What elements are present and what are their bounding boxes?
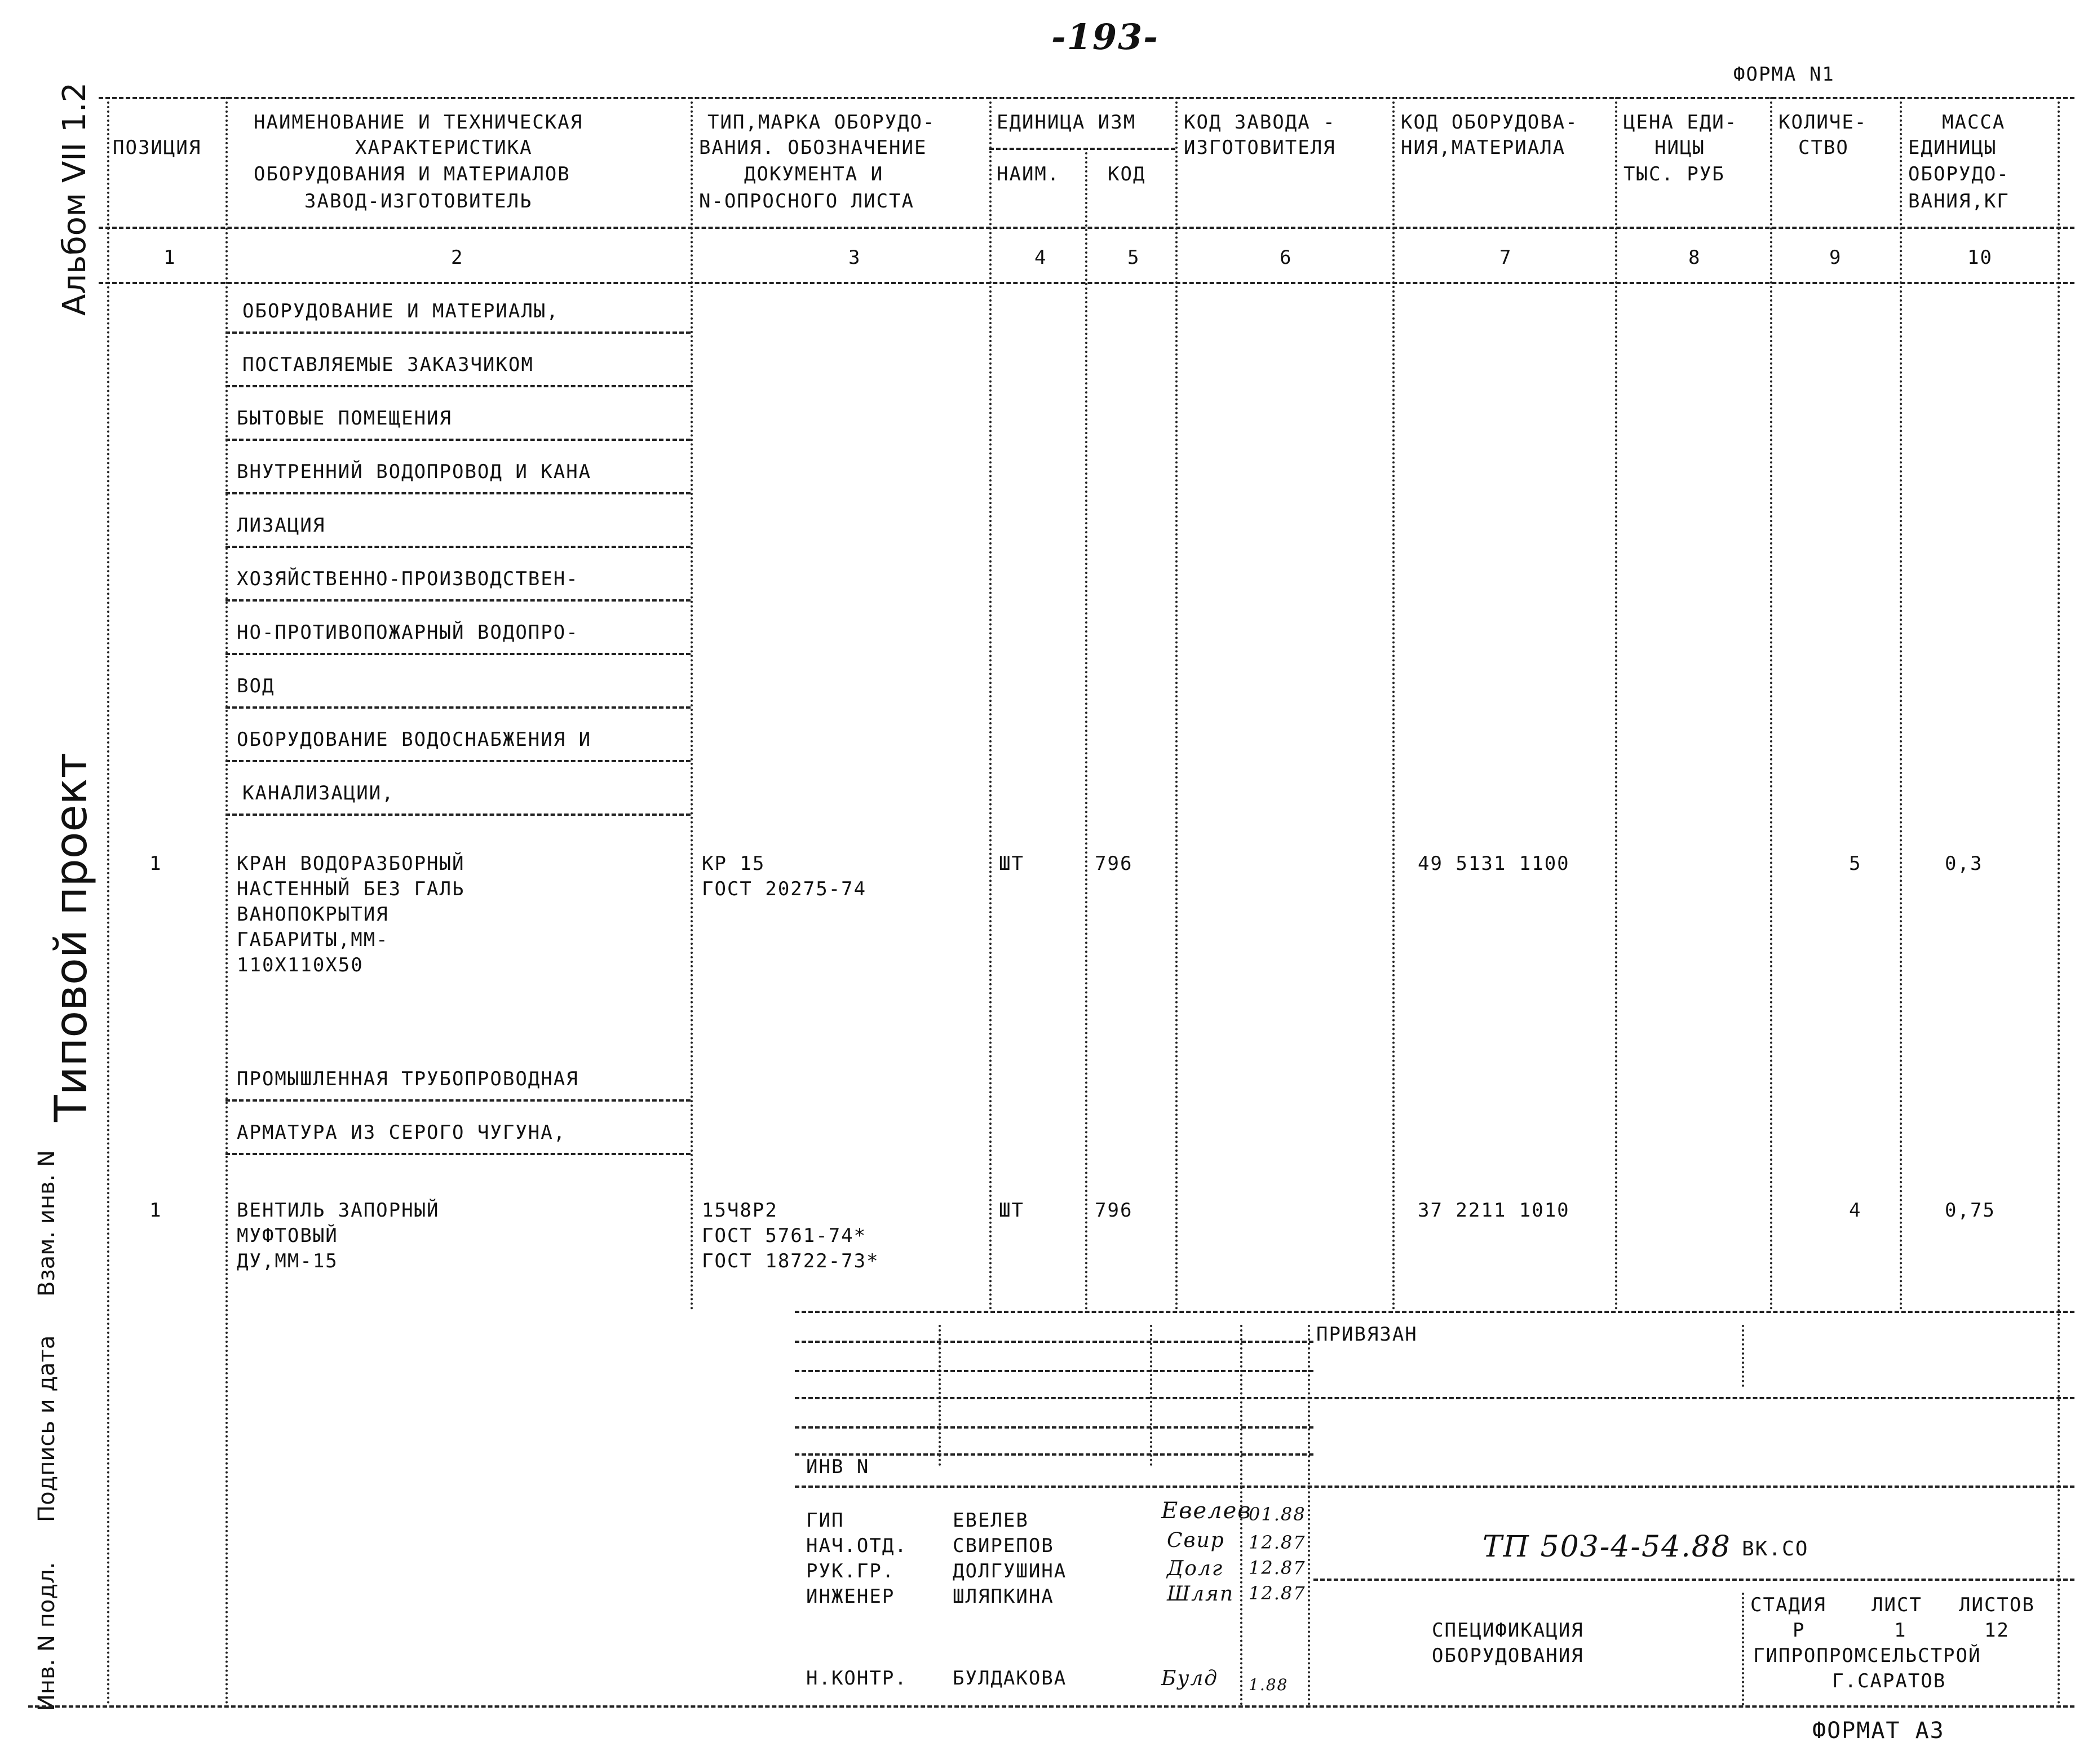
signature: Свир (1167, 1529, 1225, 1552)
column-number: 7 (1499, 246, 1512, 269)
section-line: ПОСТАВЛЯЕМЫЕ ЗАКАЗЧИКОМ (242, 353, 534, 376)
header-mass: ВАНИЯ,КГ (1908, 190, 2010, 213)
col-line (2058, 97, 2060, 1705)
item-name-line: ВАНОПОКРЫТИЯ (237, 903, 389, 926)
signature: Булд (1161, 1667, 1219, 1690)
item-material-code: 37 2211 1010 (1418, 1199, 1570, 1222)
item-position: 1 (149, 1199, 162, 1222)
doc-title: ОБОРУДОВАНИЯ (1432, 1644, 1584, 1667)
person-name: ШЛЯПКИНА (953, 1585, 1054, 1608)
sign-date: 12.87 (1249, 1582, 1306, 1604)
item-mass: 0,75 (1945, 1199, 1996, 1222)
title-grid-line (795, 1453, 1313, 1456)
section-row-separator (225, 760, 691, 762)
role-label: ИНЖЕНЕР (806, 1585, 895, 1608)
header-name-line: ОБОРУДОВАНИЯ И МАТЕРИАЛОВ (254, 163, 570, 185)
sign-date: 01.88 (1249, 1504, 1306, 1525)
col-line (989, 97, 992, 1311)
column-number: 9 (1829, 246, 1842, 269)
role-label: ГИП (806, 1509, 844, 1532)
item-name-line: МУФТОВЫЙ (237, 1224, 338, 1247)
subsection-line: АРМАТУРА ИЗ СЕРОГО ЧУГУНА, (237, 1121, 567, 1144)
section-row-separator (225, 331, 691, 334)
header-type-line: ТИП,МАРКА ОБОРУДО- (707, 111, 936, 134)
item-unit: ШТ (999, 852, 1024, 875)
section-row-separator (225, 492, 691, 494)
item-material-code: 49 5131 1100 (1418, 852, 1570, 875)
item-unit-code: 796 (1095, 852, 1133, 875)
city: Г.САРАТОВ (1832, 1670, 1946, 1692)
grid-bottom-line (28, 1705, 2074, 1708)
sheets-label: ЛИСТОВ (1959, 1594, 2035, 1616)
title-grid-line (795, 1426, 1313, 1429)
side-label-inv-podl: Инв. N подл. (34, 1562, 60, 1711)
header-type-line: ВАНИЯ. ОБОЗНАЧЕНИЕ (699, 136, 927, 159)
item-name-line: ВЕНТИЛЬ ЗАПОРНЫЙ (237, 1199, 440, 1222)
column-number: 6 (1280, 246, 1293, 269)
sign-date: 12.87 (1249, 1557, 1306, 1579)
title-grid-line (795, 1397, 2074, 1399)
header-type-line: ДОКУМЕНТА И (744, 163, 884, 185)
title-grid-col (1742, 1593, 1744, 1705)
col-line (691, 97, 693, 1311)
header-quantity: КОЛИЧЕ- (1779, 111, 1868, 134)
col-line (1900, 97, 1902, 1311)
role-label: Н.КОНТР. (806, 1667, 908, 1690)
header-mass: ОБОРУДО- (1908, 163, 2010, 185)
section-row-separator (225, 1153, 691, 1155)
side-label-podpis: Подпись и дата (34, 1335, 60, 1522)
side-label-album: Альбом VII 1.2 (56, 82, 93, 316)
header-material-code: КОД ОБОРУДОВА- (1401, 111, 1578, 134)
person-name: СВИРЕПОВ (953, 1535, 1054, 1557)
section-line: БЫТОВЫЕ ПОМЕЩЕНИЯ (237, 407, 452, 430)
side-label-inv-vzam: Взам. инв. N (34, 1150, 60, 1297)
item-position: 1 (149, 852, 162, 875)
item-quantity: 4 (1849, 1199, 1862, 1222)
section-line: ВОД (237, 675, 275, 697)
section-row-separator (225, 653, 691, 655)
header-material-code: НИЯ,МАТЕРИАЛА (1401, 136, 1566, 159)
person-name: ДОЛГУШИНА (953, 1560, 1067, 1582)
signature: Шляп (1167, 1582, 1235, 1606)
item-type-line: КР 15 (702, 852, 766, 875)
page-number: -193- (1051, 16, 1159, 58)
header-price: ТЫС. РУБ (1623, 163, 1725, 185)
title-grid-col (1308, 1325, 1310, 1705)
section-row-separator (225, 439, 691, 441)
section-line: ВНУТРЕННИЙ ВОДОПРОВОД И КАНА (237, 461, 592, 483)
col-line (225, 97, 228, 1705)
section-row-separator (225, 814, 691, 816)
signature: Евелев (1161, 1498, 1252, 1524)
item-type-line: ГОСТ 18722-73* (702, 1250, 879, 1272)
doc-title: СПЕЦИФИКАЦИЯ (1432, 1619, 1584, 1642)
item-name-line: КРАН ВОДОРАЗБОРНЫЙ (237, 852, 465, 875)
item-quantity: 5 (1849, 852, 1862, 875)
header-type-line: N-ОПРОСНОГО ЛИСТА (699, 190, 914, 213)
title-grid-col (1150, 1325, 1152, 1466)
item-name-line: ГАБАРИТЫ,ММ- (237, 929, 389, 951)
subsection-line: ПРОМЫШЛЕННАЯ ТРУБОПРОВОДНАЯ (237, 1068, 579, 1090)
header-name-line: ХАРАКТЕРИСТИКА (355, 136, 533, 159)
column-number: 5 (1127, 246, 1140, 269)
header-unit: ЕДИНИЦА ИЗМ (997, 111, 1136, 134)
col-line (1770, 97, 1772, 1311)
item-name-line: 110X110X50 (237, 954, 364, 976)
col-line (1392, 97, 1395, 1311)
item-name-line: ДУ,ММ-15 (237, 1250, 338, 1272)
section-row-separator (225, 385, 691, 387)
header-position: ПОЗИЦИЯ (113, 136, 202, 159)
role-label: НАЧ.ОТД. (806, 1535, 908, 1557)
header-unit-code: КОД (1108, 163, 1146, 185)
col-line (1615, 97, 1617, 1311)
header-factory-code: ИЗГОТОВИТЕЛЯ (1184, 136, 1336, 159)
column-number: 8 (1688, 246, 1701, 269)
column-number: 2 (451, 246, 464, 269)
column-number: 1 (163, 246, 176, 269)
section-row-separator (225, 546, 691, 548)
sheet-value: 1 (1894, 1619, 1907, 1642)
header-unit-name: НАИМ. (997, 163, 1060, 185)
role-label: РУК.ГР. (806, 1560, 895, 1582)
col-line (107, 97, 109, 1705)
column-number: 3 (848, 246, 861, 269)
item-type-line: ГОСТ 5761-74* (702, 1224, 867, 1247)
section-line: ОБОРУДОВАНИЕ ВОДОСНАБЖЕНИЯ И (237, 728, 592, 751)
item-unit-code: 796 (1095, 1199, 1133, 1222)
header-mass: ЕДИНИЦЫ (1908, 136, 1997, 159)
column-number: 4 (1034, 246, 1047, 269)
title-grid-line (795, 1370, 1313, 1372)
title-grid-col (1742, 1325, 1744, 1387)
grid-unit-line (989, 148, 1175, 150)
grid-top-line (99, 97, 2074, 99)
col-line (1175, 97, 1178, 1311)
sign-date: 1.88 (1249, 1675, 1289, 1694)
section-row-separator (225, 599, 691, 602)
header-price: ЦЕНА ЕДИ- (1623, 111, 1738, 134)
section-line: ХОЗЯЙСТВЕННО-ПРОИЗВОДСТВЕН- (237, 568, 579, 590)
section-line: ЛИЗАЦИЯ (237, 514, 326, 537)
column-number: 10 (1967, 246, 1993, 269)
sign-date: 12.87 (1249, 1532, 1306, 1553)
header-mass: МАССА (1942, 111, 2006, 134)
item-name-line: НАСТЕННЫЙ БЕЗ ГАЛЬ (237, 878, 465, 900)
grid-titleblock-top (795, 1311, 2074, 1313)
col-line (1085, 148, 1087, 1311)
section-row-separator (225, 1099, 691, 1102)
header-quantity: СТВО (1798, 136, 1849, 159)
signature: Долг (1167, 1557, 1224, 1580)
title-grid-line (1313, 1579, 2074, 1581)
privyazan-label: ПРИВЯЗАН (1316, 1323, 1418, 1346)
header-name-line: НАИМЕНОВАНИЕ И ТЕХНИЧЕСКАЯ (254, 111, 583, 134)
title-grid-line (795, 1486, 2074, 1488)
stage-value: Р (1793, 1619, 1806, 1642)
section-row-separator (225, 706, 691, 709)
section-line: КАНАЛИЗАЦИИ, (242, 782, 395, 804)
section-line: НО-ПРОТИВОПОЖАРНЫЙ ВОДОПРО- (237, 621, 579, 644)
item-unit: ШТ (999, 1199, 1024, 1222)
header-factory-code: КОД ЗАВОДА - (1184, 111, 1336, 134)
title-grid-line (795, 1341, 1313, 1343)
stage-label: СТАДИЯ (1750, 1594, 1826, 1616)
inv-n-label: ИНВ N (806, 1456, 870, 1478)
item-mass: 0,3 (1945, 852, 1983, 875)
doc-code: ТП 503-4-54.88 (1483, 1530, 1731, 1564)
item-type-line: 15Ч8Р2 (702, 1199, 778, 1222)
item-type-line: ГОСТ 20275-74 (702, 878, 867, 900)
section-line: ОБОРУДОВАНИЕ И МАТЕРИАЛЫ, (242, 300, 559, 322)
header-price: НИЦЫ (1654, 136, 1705, 159)
form-label: ФОРМА N1 (1733, 63, 1835, 86)
person-name: БУЛДАКОВА (953, 1667, 1067, 1690)
organization: ГИПРОПРОМСЕЛЬСТРОЙ (1753, 1644, 1981, 1667)
sheet-label: ЛИСТ (1872, 1594, 1922, 1616)
side-label-project: Типовой проект (46, 752, 97, 1122)
format-label: ФОРМАТ А3 (1812, 1718, 1945, 1744)
person-name: ЕВЕЛЕВ (953, 1509, 1029, 1532)
title-grid-col (939, 1325, 941, 1466)
header-name-line: ЗАВОД-ИЗГОТОВИТЕЛЬ (304, 190, 533, 213)
sheets-value: 12 (1984, 1619, 2010, 1642)
doc-suffix: ВК.СО (1742, 1537, 1809, 1560)
